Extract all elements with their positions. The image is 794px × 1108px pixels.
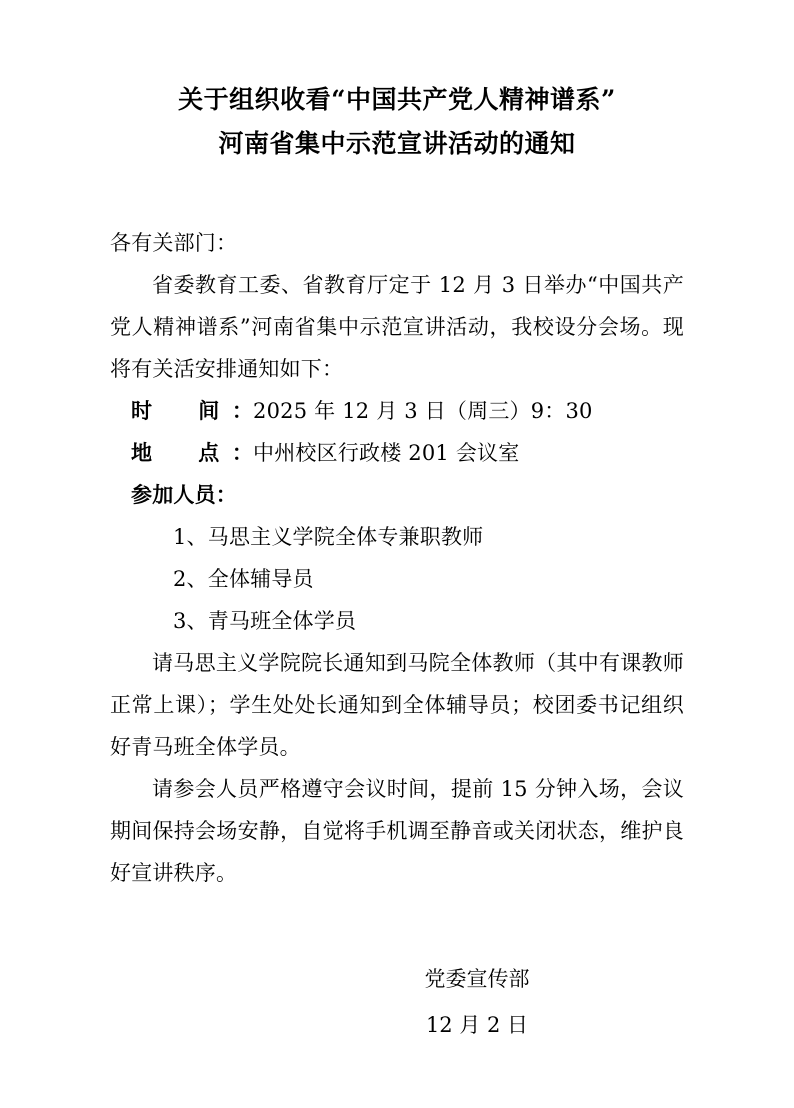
document-title xyxy=(110,78,684,166)
intro-paragraph: 省委教育工委、省教育厅定于 12 月 3 日举办“中国共产党人精神谱系”河南省集中示范宣讲活动，我校设分会场。现将有关活安排通知如下： xyxy=(110,273,684,381)
field-time xyxy=(110,390,684,432)
request-paragraph-2: 请参会人员严格遵守会议时间，提前 15 分钟入场，会议期间保持会场安静，自觉将手机调至静音或关闭状态，维护良好宣讲秩序。 xyxy=(110,777,684,885)
participant-item-3: 3、青马班全体学员 xyxy=(173,609,357,633)
signature-block xyxy=(110,956,684,1048)
field-time-separator: ： xyxy=(231,398,254,423)
field-place-separator: ： xyxy=(231,440,254,465)
field-time-value: 2025 年 12 月 3 日（周三）9：30 xyxy=(253,399,593,423)
field-place-value: 中州校区行政楼 201 会议室 xyxy=(253,441,520,465)
salutation: 各有关部门： xyxy=(110,231,238,255)
field-time-label: 时 间 xyxy=(131,398,232,423)
request-paragraph-1: 请马思主义学院院长通知到马院全体教师（其中有课教师正常上课）；学生处处长通知到全体辅导员；校团委书记组织好青马班全体学员。 xyxy=(110,651,684,759)
title-line-2: 河南省集中示范宣讲活动的通知 xyxy=(218,129,576,158)
signature-date: 12 月 2 日 xyxy=(425,1013,529,1037)
title-line-1: 关于组织收看“中国共产党人精神谱系” xyxy=(178,85,616,114)
participant-item-1: 1、马思主义学院全体专兼职教师 xyxy=(173,525,484,549)
document-body xyxy=(110,222,684,894)
participants-heading: 参加人员： xyxy=(131,482,237,507)
field-place-label: 地 点 xyxy=(131,440,232,465)
signature-department: 党委宣传部 xyxy=(424,967,530,991)
participant-item-2: 2、全体辅导员 xyxy=(173,567,314,591)
field-place xyxy=(110,432,684,474)
